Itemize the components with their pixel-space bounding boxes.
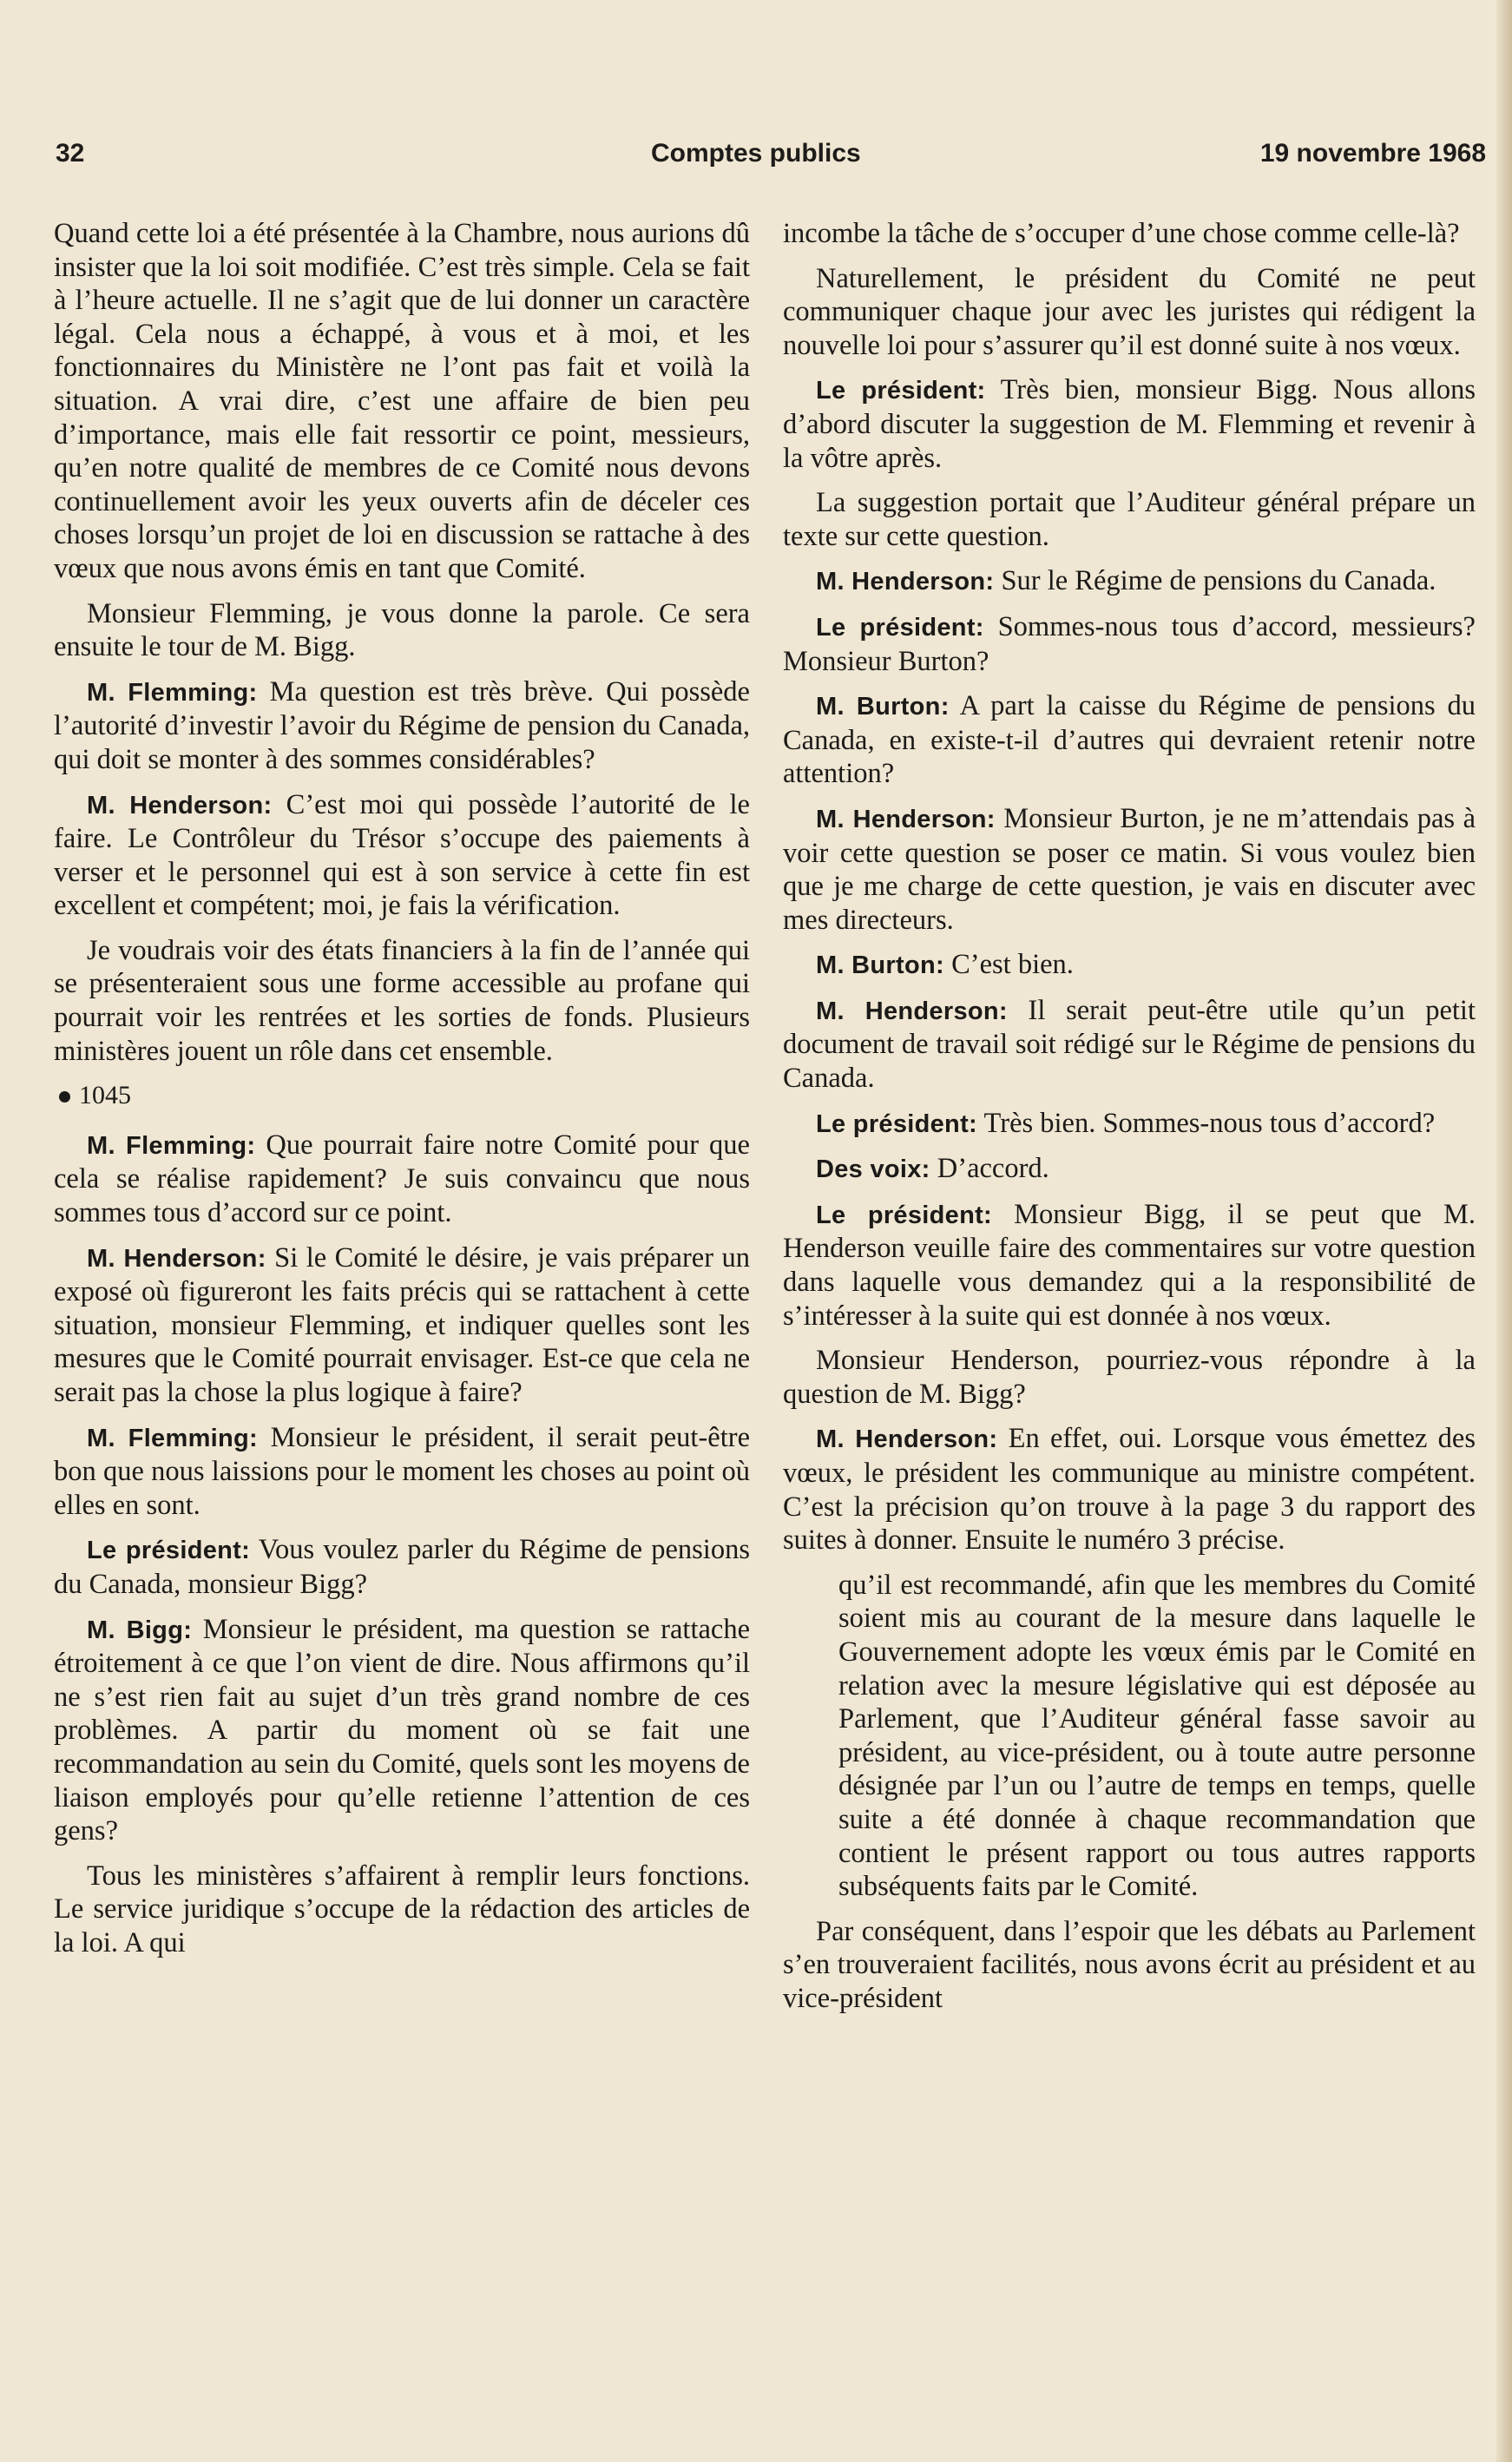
speaker-name: Des voix: (816, 1155, 930, 1184)
time-marker-text: 1045 (79, 1081, 131, 1110)
speech (783, 1422, 1476, 1557)
paragraph: incombe la tâche de s’occuper d’une chose comme celle-là? (783, 218, 1460, 249)
speech (783, 994, 1476, 1096)
paragraph: Monsieur Henderson, pourriez-vous répondre à la question de M. Bigg? (783, 1345, 1476, 1410)
paragraph: Tous les ministères s’affairent à remplir leurs fonctions. Le service juridique s’occupe de la rédaction des articles de la loi. A qui (54, 1860, 750, 1958)
speech-text: A part la caisse du Régime de pensions du Canada, en existe-t-il d’autres qui devraient retenir notre attention? (783, 690, 1476, 790)
speaker-name: M. Burton: (816, 693, 950, 721)
speech (783, 1107, 1476, 1142)
speaker-name: M. Henderson: (87, 1244, 266, 1273)
publication-title: Comptes publics (651, 139, 861, 168)
speech-text: Que pourrait faire notre Comité pour que cela se réalise rapidement? Je suis convaincu que nous sommes tous d’accord sur ce point. (54, 1129, 750, 1229)
paragraph: Quand cette loi a été présentée à la Chambre, nous aurions dû insister que la loi soit modifiée. C’est très simple. Cela se fait à l’heure actuelle. Il ne s’agit que de lui donner un caractère légal. Cela nous a échappé, à vous et à moi, et les fonctionnaires du Ministère ne l’ont pas fait et voilà la situation. A vrai dire, c’est une affaire de bien peu d’importance, mais elle fait ressortir ce point, messieurs, qu’en notre qualité de membres de ce Comité nous devons continuellement avoir les yeux ouverts afin de déceler ces choses lorsqu’un projet de loi en discussion se rattache à des vœux que nous avons émis en tant que Comité. (54, 218, 750, 584)
right-column (783, 217, 1476, 2027)
time-marker (54, 1079, 750, 1113)
paragraph: Par conséquent, dans l’espoir que les débats au Parlement s’en trouveraient facilités, nous avons écrit au président et au vice-président (783, 1915, 1476, 2014)
speech (783, 802, 1476, 937)
speaker-name: M. Henderson: (816, 805, 996, 833)
speech (783, 564, 1476, 599)
speaker-name: M. Bigg: (87, 1616, 193, 1644)
speaker-name: Le président: (816, 377, 986, 405)
speech-text: Monsieur Burton, je ne m’attendais pas à voir cette question se poser ce matin. Si vous voulez bien que je me charge de cette question, je vais en discuter avec mes directeurs. (783, 802, 1476, 936)
speech (783, 1198, 1476, 1333)
paragraph: Naturellement, le président du Comité ne peut communiquer chaque jour avec les juristes qui rédigent la nouvelle loi pour s’assurer qu’il est donné suite à nos vœux. (783, 262, 1476, 361)
speech-text: C’est bien. (943, 949, 1074, 981)
speech-text: Très bien. Sommes-nous tous d’accord? (977, 1107, 1436, 1139)
speech-text: Monsieur le président, ma question se rattache étroitement à ce que l’on vient de dire. Nous affirmons qu’il ne s’est rien fait au sujet d’un très grand nombre de ces problèmes. A partir du moment où se fait une recommandation au sein du Comité, quels sont les moyens de liaison employés pour qu’elle retienne l’attention de ces gens? (54, 1613, 750, 1847)
session-date: 19 novembre 1968 (1259, 139, 1486, 168)
paragraph: La suggestion portait que l’Auditeur général prépare un texte sur cette question. (783, 487, 1476, 552)
bullet-dot-icon (59, 1091, 70, 1103)
speaker-name: M. Flemming: (87, 1424, 258, 1452)
speech (783, 1152, 1476, 1187)
speech-text: Vous voulez parler du Régime de pensions du Canada, monsieur Bigg? (54, 1534, 750, 1600)
left-column (54, 217, 750, 1972)
speech-text: En effet, oui. Lorsque vous émettez des vœux, le président les communique au ministre compétent. C’est la précision qu’on trouve à la page 3 du rapport des suites à donner. Ensuite le numéro 3 précise. (783, 1423, 1476, 1557)
speaker-name: M. Henderson: (816, 1425, 998, 1454)
page-number: 32 (56, 139, 85, 168)
speech-text: D’accord. (930, 1153, 1049, 1185)
speaker-name: M. Burton: (816, 951, 944, 980)
block-quote: qu’il est recommandé, afin que les membres du Comité soient mis au courant de la mesure dans laquelle le Gouvernement adopte les vœux émis par le Comité en relation avec la mesure législative qui est déposée au Parlement, que l’Auditeur général fasse savoir au président, au vice-président, ou à toute autre personne désignée par l’un ou l’autre de temps en temps, quelle suite a été donnée à chaque recommandation que contient le présent rapport ou tous autres rapports subséquents faits par le Comité. (838, 1569, 1476, 1903)
speaker-name: Le président: (87, 1537, 251, 1565)
speaker-name: Le président: (816, 613, 984, 642)
speech-text: Si le Comité le désire, je vais préparer un exposé où figureront les faits précis qui se rattachent à cette situation, monsieur Flemming, et indiquer quelles sont les mesures que le Comité pourrait envisager. Est-ce que cela ne serait pas la chose la plus logique à faire? (54, 1241, 750, 1408)
speech (54, 1241, 750, 1410)
speech (54, 788, 750, 923)
paragraph: Monsieur Flemming, je vous donne la parole. Ce sera ensuite le tour de M. Bigg. (54, 597, 750, 663)
speaker-name: M. Henderson: (816, 997, 1008, 1025)
speech-text: Très bien, monsieur Bigg. Nous allons d’abord discuter la suggestion de M. Flemming et revenir à la vôtre après. (783, 374, 1476, 474)
speaker-name: Le président: (816, 1201, 993, 1229)
speech-text: Ma question est très brève. Qui possède l’autorité d’investir l’avoir du Régime de pension du Canada, qui doit se monter à des sommes considérables? (54, 675, 750, 775)
speech (783, 689, 1476, 791)
speech-text: C’est moi qui possède l’autorité de le faire. Le Contrôleur du Trésor s’occupe des paiements à verser et le personnel qui est à son service à cette fin est excellent et compétent; moi, je fais la vérification. (54, 788, 750, 922)
paragraph: Je voudrais voir des états financiers à la fin de l’année qui se présenteraient sous une forme accessible au profane qui pourrait voir les rentrées et les sorties de fonds. Plusieurs ministères jouent un rôle dans cet ensemble. (54, 934, 750, 1067)
running-header (56, 139, 1486, 179)
speaker-name: M. Henderson: (816, 568, 995, 596)
speaker-name: M. Flemming: (87, 1131, 256, 1160)
speaker-name: M. Flemming: (87, 678, 258, 707)
speech (54, 1533, 750, 1601)
speaker-name: Le président: (816, 1109, 977, 1138)
speech-text: Monsieur Bigg, il se peut que M. Henderson veuille faire des commentaires sur votre question dans laquelle vous demandez qui a la responsibilité de s’intéresser à la suite qui est donnée à nos vœux. (783, 1198, 1476, 1332)
speech (54, 1129, 750, 1230)
speech (783, 373, 1476, 475)
speech (54, 675, 750, 777)
speech (54, 1613, 750, 1848)
speech-text: Sommes-nous tous d’accord, messieurs? Monsieur Burton? (783, 610, 1476, 677)
page-edge (1496, 0, 1512, 2462)
speech (783, 948, 1476, 983)
speech-text: Sur le Régime de pensions du Canada. (994, 565, 1436, 597)
speech-text: Monsieur le président, il serait peut-être bon que nous laissions pour le moment les choses au point où elles en sont. (54, 1421, 750, 1521)
speech-text: Il serait peut-être utile qu’un petit document de travail soit rédigé sur le Régime de pensions du Canada. (783, 994, 1476, 1095)
speech (54, 1421, 750, 1523)
speech (783, 610, 1476, 678)
speaker-name: M. Henderson: (87, 791, 273, 820)
